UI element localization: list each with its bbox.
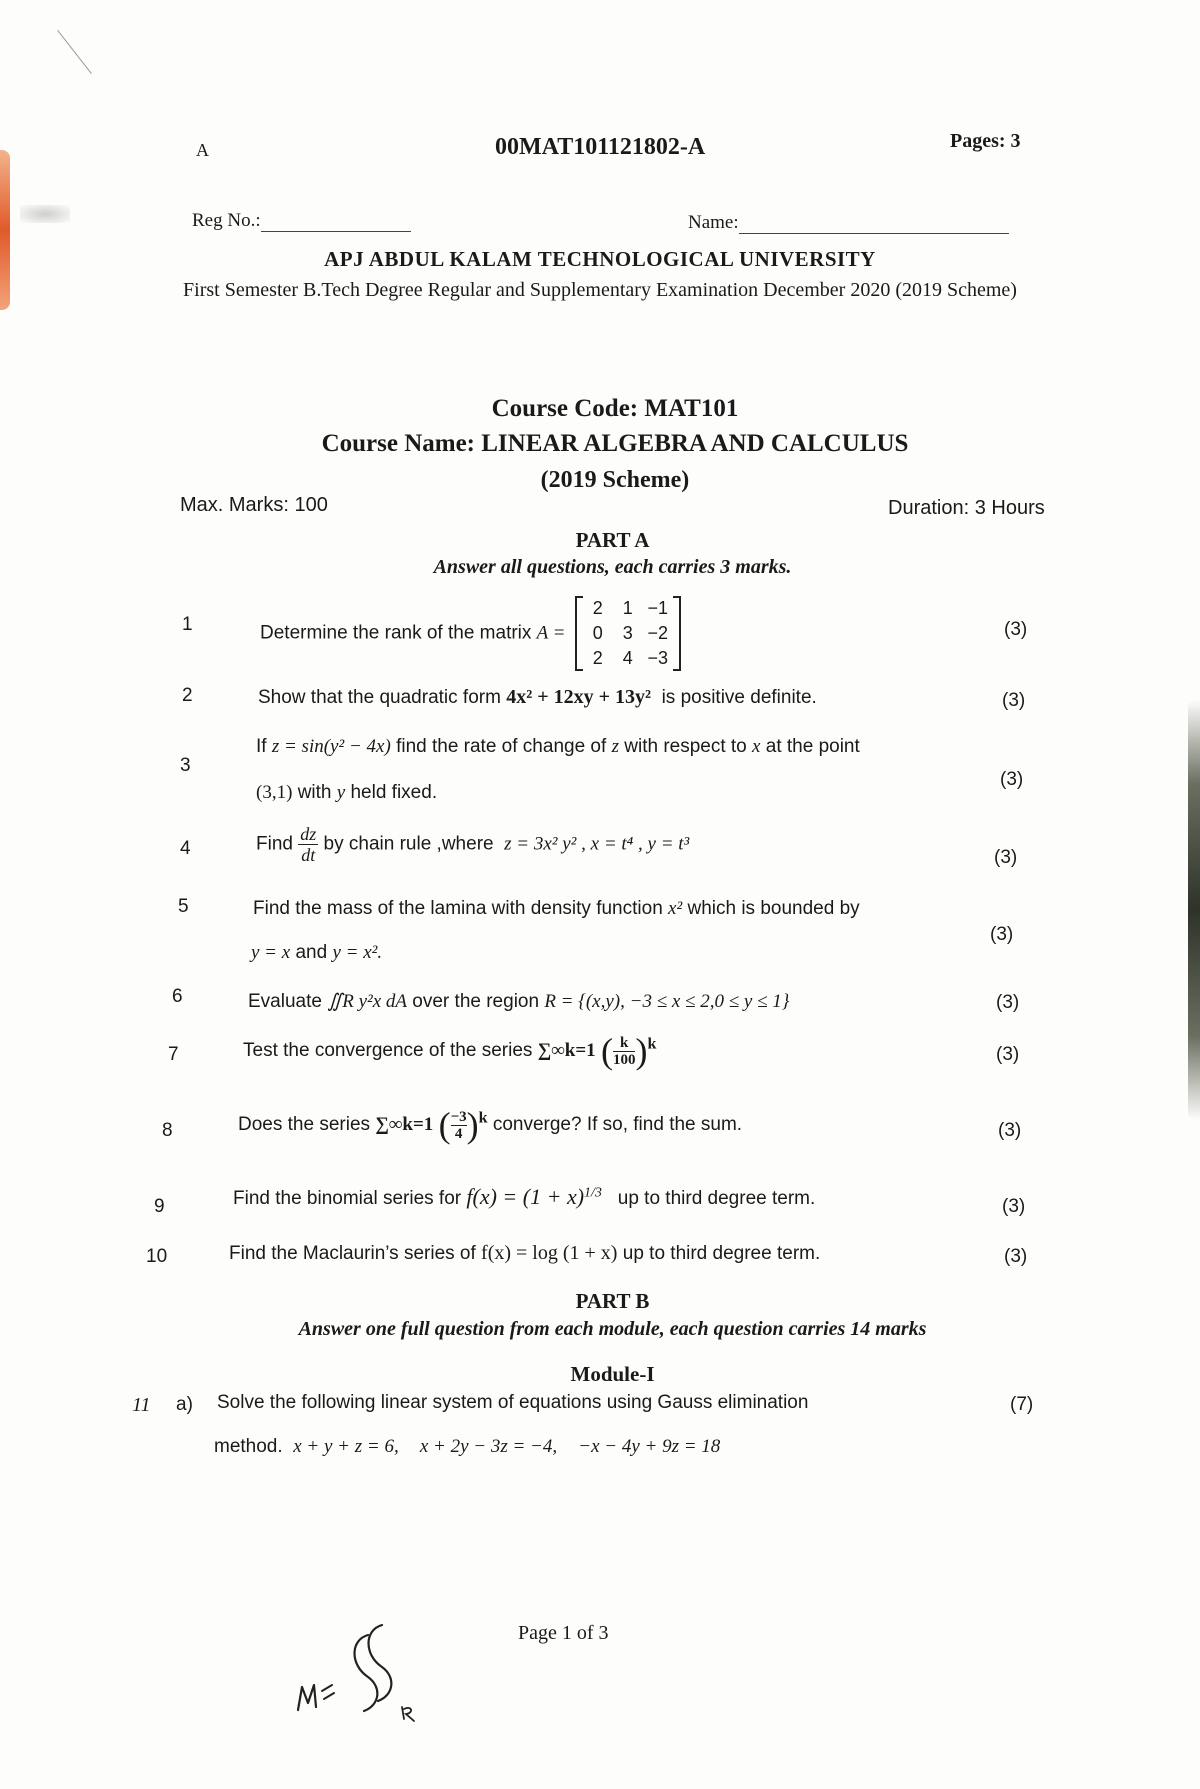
q4-derivative [298, 824, 318, 865]
q2-text-label: Show that the quadratic form [258, 687, 501, 708]
q1-text [260, 596, 681, 671]
name-label: Name: [688, 212, 739, 233]
q8-sum: ∑∞k=1 [375, 1114, 434, 1136]
q11-method: method. [214, 1436, 283, 1457]
q11-marks: (7) [1010, 1394, 1034, 1415]
matrix-row [583, 646, 673, 671]
name-line [739, 215, 1009, 234]
matrix-cell: 0 [592, 623, 603, 643]
matrix-row [583, 621, 673, 646]
q10-marks: (3) [1004, 1246, 1028, 1267]
q4-marks: (3) [994, 847, 1018, 868]
q11-eq1: x + y + z = 6, [293, 1436, 399, 1457]
page-count: Pages: 3 [950, 130, 1021, 152]
scan-line [57, 30, 92, 74]
set-letter: A [196, 140, 209, 160]
q8-exponent: k [478, 1109, 488, 1127]
q10-text [229, 1242, 820, 1265]
q6-evaluate: Evaluate [248, 991, 322, 1012]
q6-marks: (3) [996, 992, 1020, 1013]
module-title: Module-I [570, 1362, 655, 1386]
q3-var-z: z [611, 736, 619, 757]
q5-curve2: y = x². [332, 942, 383, 963]
q1-matrix [575, 596, 681, 671]
q9-number: 9 [154, 1196, 165, 1217]
q3-held: held fixed. [350, 782, 438, 803]
q2-marks: (3) [1002, 690, 1026, 711]
matrix-cell: −2 [647, 623, 669, 643]
q3-line2 [256, 782, 437, 804]
reg-no-line [261, 213, 411, 232]
matrix-cell: 4 [622, 648, 633, 668]
q4-number: 4 [180, 838, 191, 859]
q8-fraction [451, 1109, 467, 1142]
paper-code: 00MAT101121802-A [495, 134, 706, 160]
part-a-title: PART A [575, 528, 650, 552]
matrix-cell: −1 [647, 598, 669, 618]
matrix-cell: 2 [592, 598, 603, 618]
q11-line1: Solve the following linear system of equations using Gauss elimination [217, 1392, 809, 1413]
q5-text2: which is bounded by [687, 898, 860, 919]
reg-no-field [192, 210, 411, 232]
q3-expr: z = sin(y² − 4x) [271, 736, 391, 757]
matrix-cell: 1 [622, 598, 633, 618]
course-scheme: (2019 Scheme) [540, 467, 690, 493]
q6-number: 6 [172, 986, 183, 1007]
q3-line1 [256, 736, 860, 758]
q8-marks: (3) [998, 1120, 1022, 1141]
q5-line2 [251, 942, 382, 964]
q5-text: Find the mass of the lamina with density function [253, 898, 663, 919]
q3-text-b: find the rate of change of [396, 736, 607, 757]
q2-text [258, 686, 817, 709]
q8-text [238, 1104, 742, 1146]
course-code: Course Code: MAT101 [491, 395, 739, 422]
q7-text [243, 1030, 656, 1072]
exam-title: First Semester B.Tech Degree Regular and Supplementary Examination December 2020 (2019 Scheme) [183, 279, 1017, 301]
max-marks: Max. Marks: 100 [180, 494, 328, 516]
q8-frac-num: −3 [450, 1108, 467, 1125]
university-title: APJ ABDUL KALAM TECHNOLOGICAL UNIVERSITY [324, 247, 876, 271]
q11-number: 11 [132, 1394, 151, 1416]
q7-paren-open: ( [600, 1031, 613, 1071]
q11-sub: a) [176, 1394, 193, 1415]
scan-artifact-right [1188, 700, 1200, 1120]
q3-marks: (3) [1000, 769, 1024, 790]
matrix-cell: 2 [592, 648, 603, 668]
q4-text [256, 824, 689, 865]
q7-sum: ∑∞k=1 [537, 1040, 596, 1062]
q3-point: (3,1) [256, 782, 293, 803]
q10-upto: up to third degree term. [622, 1243, 821, 1264]
q3-with: with [297, 782, 332, 803]
q8-frac-den: 4 [454, 1125, 463, 1142]
q7-frac-den: 100 [612, 1051, 636, 1068]
q9-marks: (3) [1002, 1196, 1026, 1217]
q10-expr: f(x) = log (1 + x) [481, 1242, 618, 1264]
q11-eq2: x + 2y − 3z = −4, [419, 1436, 558, 1457]
handwritten-scribble [290, 1615, 450, 1725]
q7-paren-close: ) [635, 1031, 648, 1071]
q9-upto: up to third degree term. [617, 1188, 816, 1209]
q10-number: 10 [146, 1246, 168, 1267]
q11-line2 [214, 1436, 720, 1458]
q1-text-label: Determine the rank of the matrix [260, 622, 532, 644]
q6-text [248, 990, 789, 1013]
name-field [688, 212, 1009, 234]
q5-line1 [253, 898, 860, 920]
q10-find: Find the Maclaurin’s series of [229, 1243, 476, 1264]
scan-smudge [20, 205, 70, 223]
q4-find: Find [256, 833, 293, 855]
q5-marks: (3) [990, 924, 1014, 945]
matrix-row [583, 596, 673, 621]
q6-integral: ∬R y²x dA [327, 991, 408, 1012]
q7-frac-num: k [613, 1035, 636, 1052]
q5-curve1: y = x [251, 942, 291, 963]
q7-test: Test the convergence of the series [243, 1040, 533, 1062]
q7-marks: (3) [996, 1044, 1020, 1065]
q9-text [233, 1184, 815, 1210]
part-a-instruction: Answer all questions, each carries 3 marks. [433, 556, 792, 578]
duration: Duration: 3 Hours [888, 497, 1045, 519]
q1-number: 1 [182, 614, 193, 635]
q11-eq3: −x − 4y + 9z = 18 [578, 1436, 721, 1457]
q2-expr: 4x² + 12xy + 13y² [506, 686, 651, 708]
q5-expr: x² [668, 898, 683, 919]
q7-exponent: k [647, 1035, 657, 1053]
q4-expr: z = 3x² y² , x = t⁴ , y = t³ [504, 833, 690, 855]
q9-expr: f(x) = (1 + x) [466, 1184, 585, 1209]
course-name: Course Name: LINEAR ALGEBRA AND CALCULUS [321, 430, 909, 457]
q9-exponent: 1/3 [584, 1185, 602, 1201]
q5-and: and [295, 942, 328, 963]
q6-over: over the region [412, 991, 540, 1012]
q3-text-d: at the point [765, 736, 860, 757]
q4-frac-num: dz [300, 824, 317, 844]
q4-chain: by chain rule ,where [323, 833, 494, 855]
part-b-instruction: Answer one full question from each module, each question carries 14 marks [298, 1318, 927, 1340]
matrix-cell: −3 [647, 648, 669, 668]
q3-number: 3 [180, 755, 191, 776]
q3-var-x: x [752, 736, 761, 757]
q8-paren-close: ) [466, 1105, 479, 1145]
q2-text-end: is positive definite. [661, 687, 817, 708]
q3-var-y: y [336, 782, 346, 803]
q7-number: 7 [168, 1044, 179, 1065]
q2-number: 2 [182, 685, 193, 706]
q8-converge: converge? If so, find the sum. [492, 1114, 743, 1136]
q4-frac-den: dt [301, 845, 316, 865]
page-number: Page 1 of 3 [518, 1622, 609, 1644]
q3-text-c: with respect to [624, 736, 747, 757]
q3-if: If [256, 736, 267, 757]
part-b-title: PART B [575, 1289, 650, 1313]
q9-find: Find the binomial series for [233, 1188, 462, 1209]
q7-fraction [613, 1035, 636, 1068]
q5-number: 5 [178, 896, 189, 917]
q8-paren-open: ( [438, 1105, 451, 1145]
q1-marks: (3) [1004, 619, 1028, 640]
q8-number: 8 [162, 1120, 173, 1141]
q6-region: R = {(x,y), −3 ≤ x ≤ 2,0 ≤ y ≤ 1} [544, 991, 790, 1012]
matrix-cell: 3 [622, 623, 633, 643]
reg-no-label: Reg No.: [192, 210, 261, 231]
q1-lhs: A = [536, 622, 566, 644]
q8-does: Does the series [238, 1114, 371, 1136]
